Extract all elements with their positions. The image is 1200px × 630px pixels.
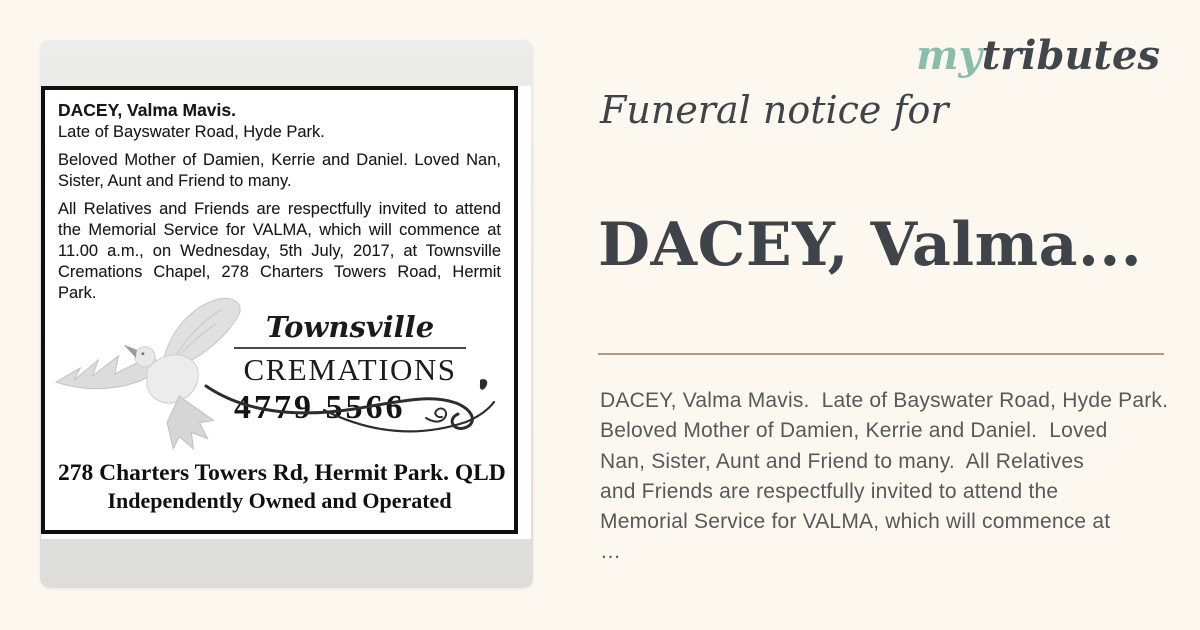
funeral-home-name: CREMATIONS — [243, 352, 457, 387]
notice-summary — [600, 386, 1185, 568]
summary-ellipsis: … — [600, 540, 622, 564]
funeral-home-logo — [58, 308, 501, 458]
notice-address-line: Late of Bayswater Road, Hyde Park. — [58, 123, 325, 141]
page-title: DACEY, Valma... — [598, 210, 1143, 280]
clipping-paper — [41, 86, 531, 539]
funeral-home-script-name: Townsville — [234, 310, 466, 349]
notice-service-paragraph: All Relatives and Friends are respectfully invited to attend the Memorial Service for VALMA, which will commence at 11.00 a.m., on Wednesday, 5th July, 2017, at Townsville Cremations Chapel, 278 Charters Towers Road, Hermit Park. — [58, 200, 501, 302]
summary-line: Beloved Mother of Damien, Kerrie and Daniel. Loved — [600, 419, 1108, 443]
funeral-notice-label: Funeral notice for — [600, 88, 949, 132]
summary-line: Nan, Sister, Aunt and Friend to many. All Relatives — [600, 449, 1084, 473]
notice-name-line: DACEY, Valma Mavis. — [58, 100, 236, 120]
clipping-footer-address: 278 Charters Towers Rd, Hermit Park. QLD — [58, 460, 506, 486]
clipping-footer-tagline: Independently Owned and Operated — [107, 488, 452, 513]
notice-family-paragraph: Beloved Mother of Damien, Kerrie and Daniel. Loved Nan, Sister, Aunt and Friend to many. — [58, 151, 501, 190]
summary-line: and Friends are respectfully invited to attend the — [600, 479, 1059, 503]
mytributes-logo-tributes: tributes — [981, 32, 1160, 79]
summary-line: DACEY, Valma Mavis. Late of Bayswater Road, Hyde Park. — [600, 389, 1169, 412]
mytributes-logo-my: my — [916, 32, 982, 79]
summary-line: Memorial Service for VALMA, which will commence at — [600, 510, 1111, 534]
funeral-home-phone: 4779 5566 — [234, 389, 406, 426]
clipping-card — [40, 40, 533, 588]
flourish-icon — [204, 372, 496, 444]
notice-box — [41, 86, 518, 534]
section-divider — [598, 353, 1164, 355]
mytributes-logo — [916, 34, 1160, 78]
